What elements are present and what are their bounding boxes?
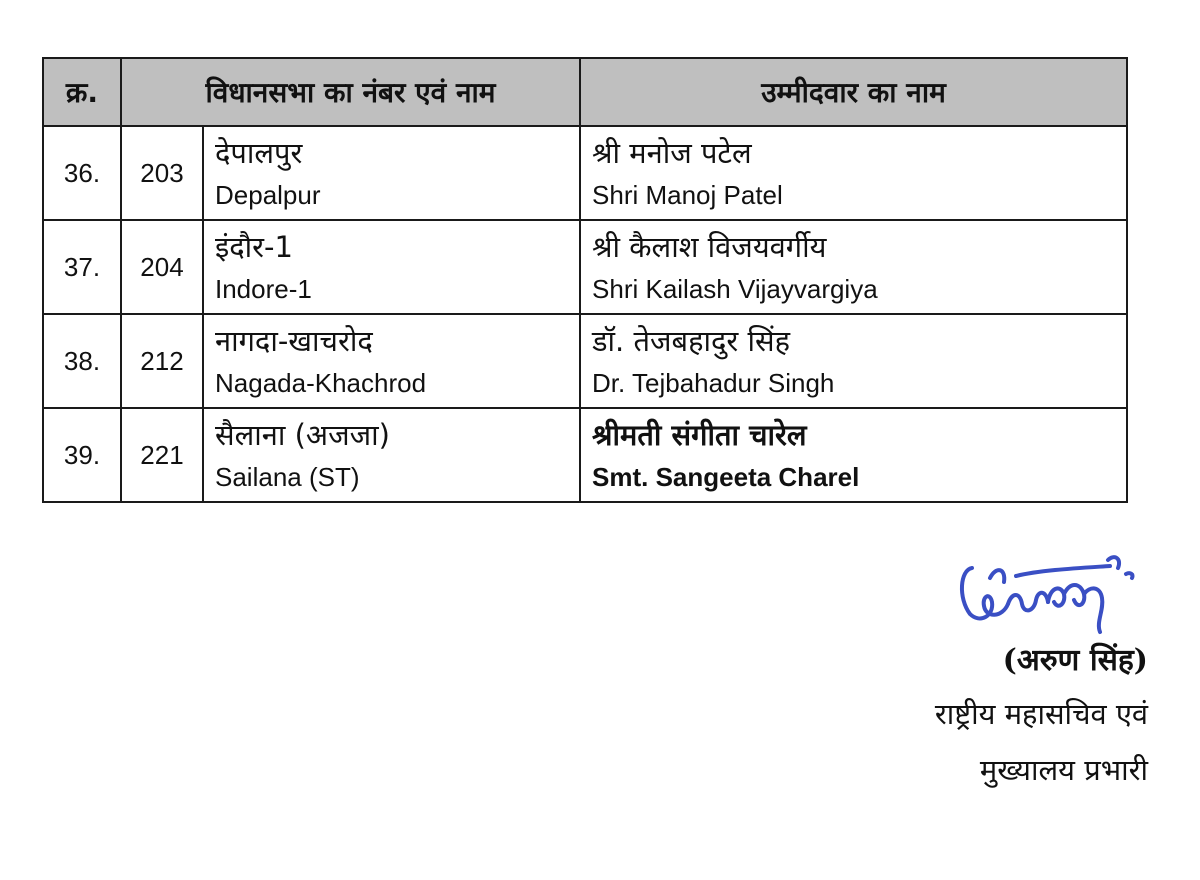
constituency-number: 212: [121, 314, 203, 408]
table-row: [43, 220, 1127, 314]
candidates-table: [42, 57, 1128, 503]
candidate-name-english: Shri Kailash Vijayvargiya: [592, 274, 878, 304]
candidate-name-english: Smt. Sangeeta Charel: [592, 462, 860, 492]
constituency-name: [203, 220, 580, 314]
constituency-name-hindi: इंदौर-1: [215, 230, 293, 264]
candidate-name: [580, 408, 1127, 502]
constituency-name: [203, 314, 580, 408]
table-row: [43, 314, 1127, 408]
constituency-name-english: Sailana (ST): [215, 462, 360, 492]
candidate-name: [580, 314, 1127, 408]
constituency-number: 204: [121, 220, 203, 314]
header-constituency: विधानसभा का नंबर एवं नाम: [121, 58, 580, 126]
candidate-name-english: Shri Manoj Patel: [592, 180, 783, 210]
table-row: [43, 408, 1127, 502]
serial-number: 36.: [43, 126, 121, 220]
signatory-designation-office: मुख्यालय प्रभारी: [979, 753, 1148, 787]
candidate-name: [580, 220, 1127, 314]
serial-number: 37.: [43, 220, 121, 314]
constituency-number: 221: [121, 408, 203, 502]
constituency-name-english: Nagada-Khachrod: [215, 368, 427, 398]
table-row: [43, 126, 1127, 220]
candidate-name: [580, 126, 1127, 220]
candidate-name-hindi: श्री मनोज पटेल: [592, 136, 752, 170]
constituency-name-english: Depalpur: [215, 180, 321, 210]
header-candidate: उम्मीदवार का नाम: [580, 58, 1127, 126]
constituency-name-hindi: देपालपुर: [215, 136, 303, 170]
candidate-name-hindi: श्री कैलाश विजयवर्गीय: [592, 230, 827, 264]
constituency-name: [203, 408, 580, 502]
candidate-name-english: Dr. Tejbahadur Singh: [592, 368, 835, 398]
constituency-name-hindi: सैलाना (अजजा): [215, 418, 390, 452]
candidate-name-hindi: डॉ. तेजबहादुर सिंह: [592, 324, 790, 358]
handwritten-signature: [950, 538, 1150, 638]
table-header-row: [43, 58, 1127, 126]
signatory-designation: राष्ट्रीय महासचिव एवं: [934, 697, 1148, 731]
constituency-name: [203, 126, 580, 220]
constituency-number: 203: [121, 126, 203, 220]
signatory-name: (अरुण सिंह): [1002, 643, 1148, 678]
constituency-name-hindi: नागदा-खाचरोद: [215, 324, 373, 358]
constituency-name-english: Indore-1: [215, 274, 312, 304]
serial-number: 38.: [43, 314, 121, 408]
header-serial: क्र.: [43, 58, 121, 126]
candidate-name-hindi: श्रीमती संगीता चारेल: [592, 418, 807, 452]
serial-number: 39.: [43, 408, 121, 502]
